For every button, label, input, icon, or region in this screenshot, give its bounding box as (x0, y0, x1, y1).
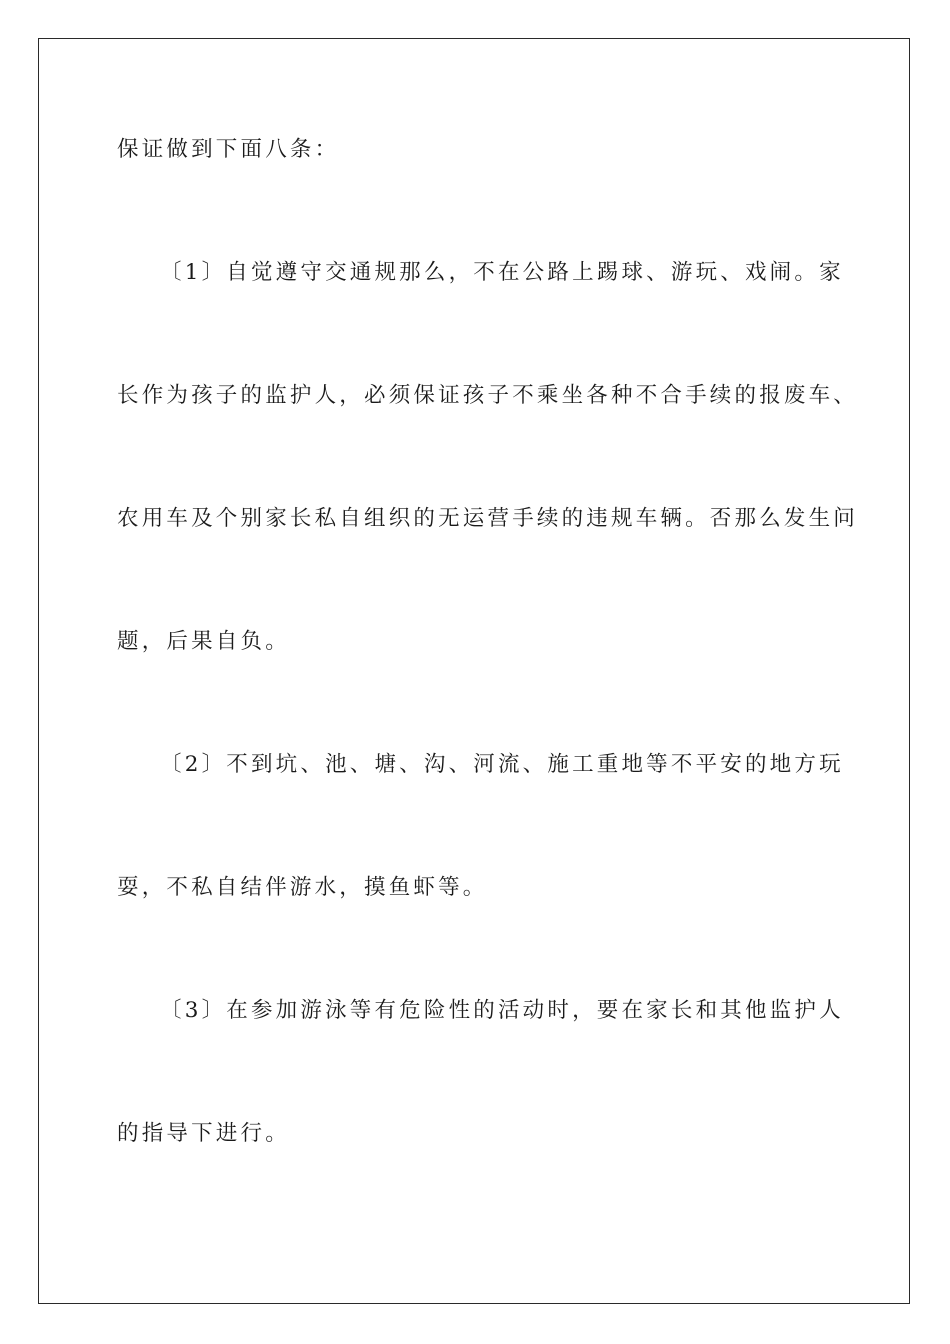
text-line-intro: 保证做到下面八条： (117, 137, 340, 162)
text-line-item-1-cont-2: 农用车及个别家长私自组织的无运营手续的违规车辆。否那么发生问 (117, 506, 859, 531)
text-line-item-2-start: 〔2〕不到坑、池、塘、沟、河流、施工重地等不平安的地方玩 (160, 752, 844, 777)
text-line-item-1-cont-1: 长作为孩子的监护人，必须保证孩子不乘坐各种不合手续的报废车、 (117, 383, 859, 408)
text-line-item-1-cont-3: 题，后果自负。 (117, 629, 290, 654)
text-line-item-3-start: 〔3〕在参加游泳等有危险性的活动时，要在家长和其他监护人 (160, 998, 844, 1023)
text-line-item-3-cont-1: 的指导下进行。 (117, 1121, 290, 1146)
text-line-item-2-cont-1: 耍，不私自结伴游水，摸鱼虾等。 (117, 875, 488, 900)
page-frame (38, 38, 910, 1304)
text-line-item-1-start: 〔1〕自觉遵守交通规那么，不在公路上踢球、游玩、戏闹。家 (160, 260, 844, 285)
